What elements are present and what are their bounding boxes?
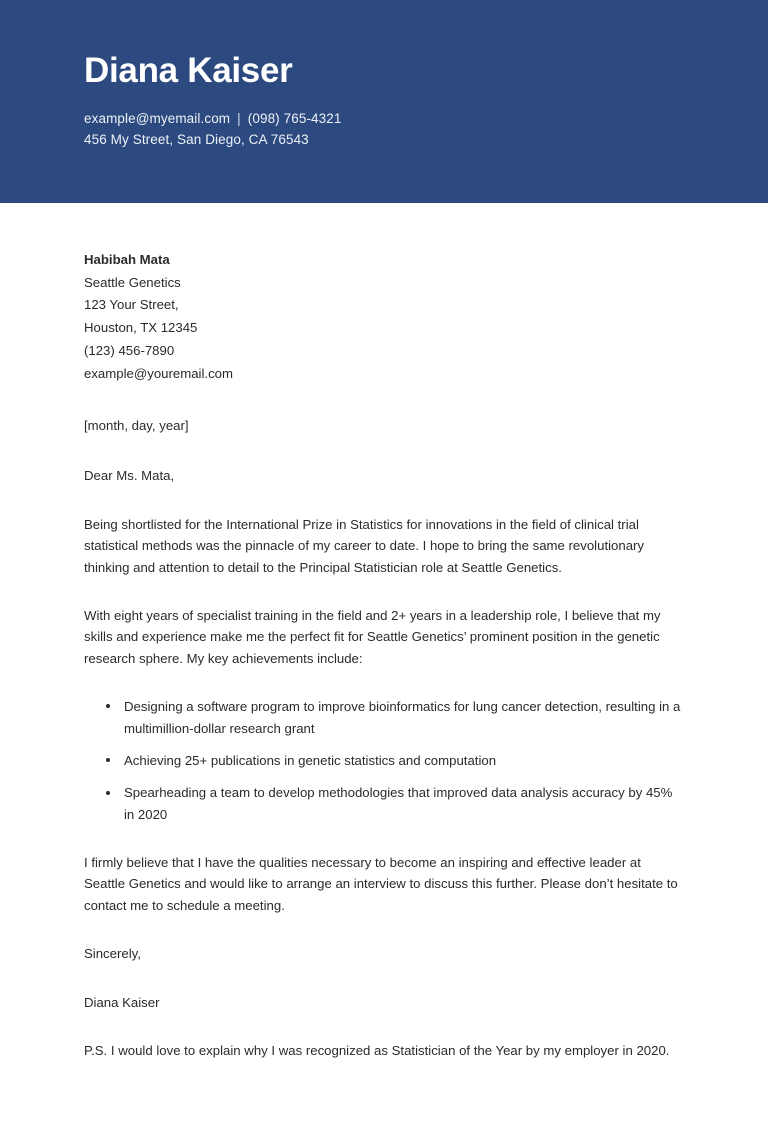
letter-postscript: P.S. I would love to explain why I was recognized as Statistician of the Year by my employer in 2020.	[84, 1042, 670, 1058]
candidate-address: 456 My Street, San Diego, CA 76543	[84, 131, 309, 147]
achievement-text: Designing a software program to improve bioinformatics for lung cancer detection, resulting in a multimillion-dollar research grant	[124, 699, 681, 736]
list-item	[106, 696, 684, 739]
letter-header	[0, 0, 768, 203]
recipient-phone: (123) 456-7890	[84, 342, 175, 358]
recipient-name: Habibah Mata	[84, 252, 170, 267]
recipient-block	[84, 249, 684, 385]
candidate-email: example@myemail.com	[84, 110, 231, 126]
letter-date: [month, day, year]	[84, 418, 189, 434]
list-item	[106, 750, 684, 771]
bullet-point-icon	[106, 791, 110, 795]
candidate-phone: (098) 765-4321	[247, 110, 342, 126]
letter-paragraph-1: Being shortlisted for the International Prize in Statistics for innovations in the field of clinical trial statistical methods was the pinnacle of my career to date. I hope to bring the same revolutionary thinking and attention to detail to the Principal Statistician role at Seattle Genetics.	[84, 516, 645, 575]
letter-closing: Sincerely,	[84, 946, 141, 962]
contact-line-primary	[84, 109, 684, 130]
letter-body	[0, 203, 768, 1141]
letter-signature: Diana Kaiser	[84, 994, 160, 1010]
letter-paragraph-2: With eight years of specialist training in the field and 2+ years in a leadership role, I believe that my skills and experience make me the perfect fit for Seattle Genetics’ prominent position in the genetic research sphere. My key achievements include:	[84, 608, 661, 666]
bullet-point-icon	[106, 704, 110, 708]
bullet-point-icon	[106, 758, 110, 762]
recipient-email: example@youremail.com	[84, 365, 233, 381]
achievement-text: Achieving 25+ publications in genetic statistics and computation	[124, 752, 497, 768]
recipient-company: Seattle Genetics	[84, 274, 181, 290]
recipient-city-state-zip: Houston, TX 12345	[84, 320, 198, 336]
contact-separator: |	[237, 110, 241, 126]
achievement-text: Spearheading a team to develop methodologies that improved data analysis accuracy by 45% in 2020	[124, 785, 673, 822]
candidate-name: Diana Kaiser	[84, 51, 293, 91]
letter-paragraph-3: I firmly believe that I have the qualities necessary to become an inspiring and effective leader at Seattle Genetics and would like to arrange an interview to discuss this further. Please don’t hesitate to contact me to schedule a meeting.	[84, 855, 678, 913]
achievements-list	[84, 696, 684, 825]
list-item	[106, 782, 684, 825]
letter-salutation: Dear Ms. Mata,	[84, 467, 175, 483]
recipient-street: 123 Your Street,	[84, 297, 179, 313]
